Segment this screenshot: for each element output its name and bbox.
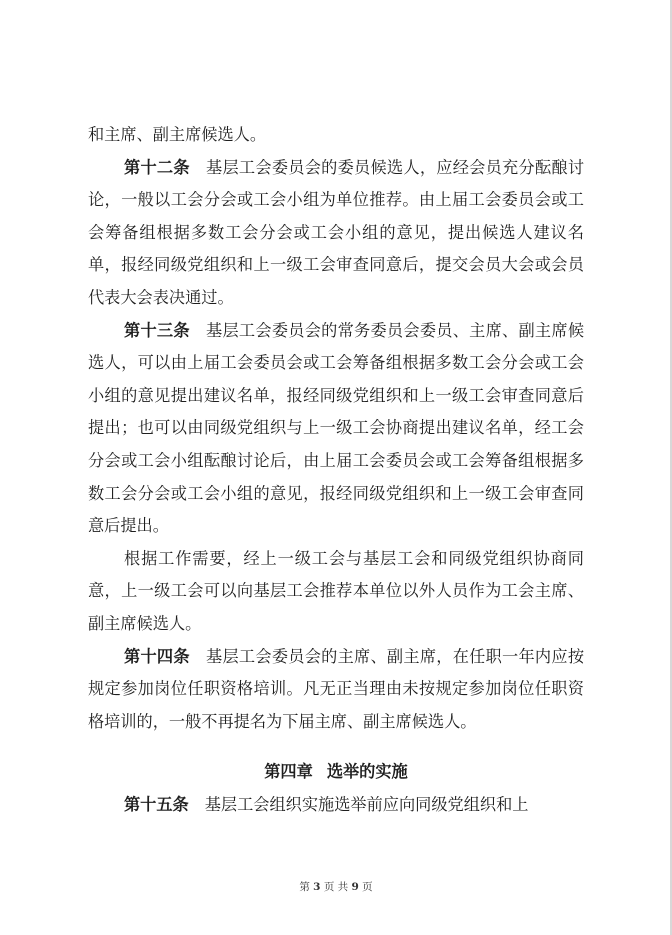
- body-text-after-chapter: [88, 789, 584, 822]
- paragraph: [88, 543, 584, 641]
- body-text: [88, 119, 584, 738]
- paragraph-text: 基层工会委员会的委员候选人，应经会员充分酝酿讨论，一般以工会分会或工会小组为单位推荐。由上届工会委员会或工会筹备组根据多数工会分会或工会小组的意见，提出候选人建议名单，报经同级党组织和上一级工会审查同意后，提交会员大会或会员代表大会表决通过。: [88, 157, 585, 307]
- paragraph: [88, 641, 584, 739]
- paragraph: [88, 315, 584, 543]
- chapter-title: 选举的实施: [326, 762, 408, 782]
- article-number: 第十三条: [124, 320, 190, 340]
- chapter-heading: [88, 756, 584, 789]
- article-number: 第十二条: [124, 157, 190, 177]
- article-number: 第十五条: [124, 794, 189, 814]
- footer-total-pages: 9: [351, 881, 359, 893]
- paragraph-text: 基层工会委员会的常务委员会委员、主席、副主席候选人，可以由上届工会委员会或工会筹备组根据多数工会分会或工会小组的意见提出建议名单，报经同级党组织和上一级工会审查同意后提出；也可以由同级党组织与上一级工会协商提出建议名单，经工会分会或工会小组酝酿讨论后，由上届工会委员会或工会筹备组根据多数工会分会或工会小组的意见，报经同级党组织和上一级工会审查同意后提出。: [88, 320, 585, 536]
- footer-middle: 页 共: [323, 881, 349, 893]
- chapter-number: 第四章: [264, 762, 313, 782]
- document-page: [88, 119, 584, 821]
- paragraph: [88, 119, 584, 152]
- paragraph-text: 和主席、副主席候选人。: [88, 125, 267, 144]
- footer-suffix: 页: [362, 881, 373, 893]
- paragraph-text: 基层工会委员会的主席、副主席，在任职一年内应按规定参加岗位任职资格培训。凡无正当理由未按规定参加岗位任职资格培训的，一般不再提名为下届主席、副主席候选人。: [88, 646, 585, 731]
- page-footer: [0, 879, 672, 894]
- paragraph: [88, 152, 584, 315]
- footer-prefix: 第: [299, 881, 310, 893]
- paragraph-text: 基层工会组织实施选举前应向同级党组织和上: [204, 794, 529, 814]
- article-number: 第十四条: [124, 646, 190, 666]
- footer-page-number: 3: [313, 881, 321, 893]
- paragraph: [88, 789, 584, 822]
- paragraph-text: 根据工作需要，经上一级工会与基层工会和同级党组织协商同意，上一级工会可以向基层工会推荐本单位以外人员作为工会主席、副主席候选人。: [88, 548, 584, 633]
